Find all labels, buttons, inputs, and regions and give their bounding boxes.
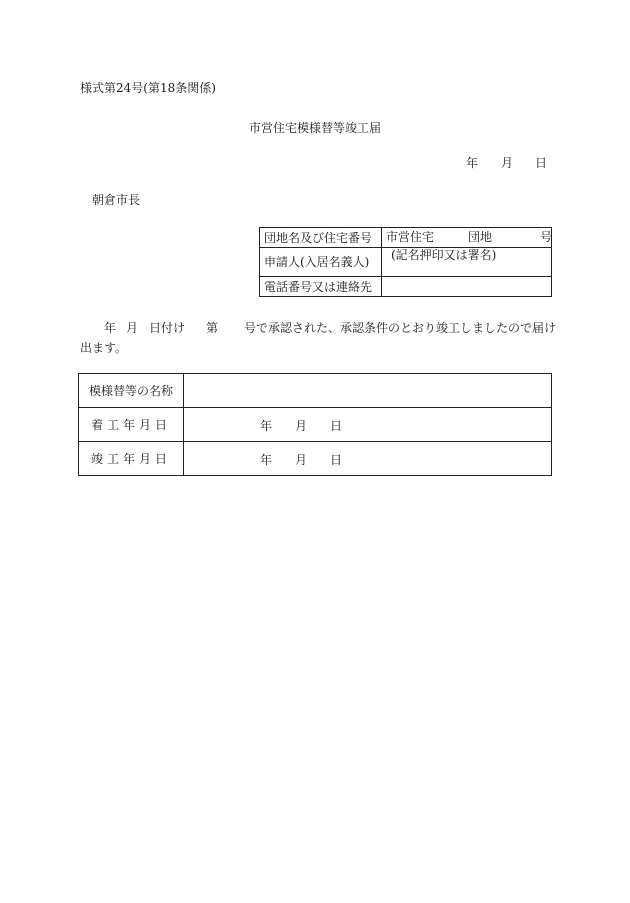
body-day-dated: 日付け <box>149 321 186 335</box>
body-dai: 第 <box>206 321 219 335</box>
start-year: 年 <box>260 419 273 433</box>
completion-table <box>78 373 552 476</box>
applicant-table <box>259 227 552 297</box>
date-day-label: 日 <box>535 156 548 170</box>
contact-label: 電話番号又は連絡先 <box>260 277 382 297</box>
start-month: 月 <box>295 419 308 433</box>
date-year-label: 年 <box>466 156 479 170</box>
body-month: 月 <box>126 321 139 335</box>
document-title: 市営住宅模様替等竣工届 <box>248 121 381 135</box>
body-text-line2: 出ます。 <box>80 341 128 355</box>
applicant-field[interactable] <box>382 248 552 277</box>
date-month-label: 月 <box>501 156 514 170</box>
seal-note: (記名押印又は署名) <box>391 248 497 262</box>
completion-date-label: 竣工年月日 <box>79 442 184 476</box>
housing-number-label: 団地名及び住宅番号 <box>260 228 382 248</box>
housing-prefix: 市営住宅 <box>386 230 435 244</box>
start-day: 日 <box>330 419 343 433</box>
start-date-label: 着工年月日 <box>79 408 184 442</box>
housing-danchi: 団地 <box>468 230 493 244</box>
body-remainder: 号で承認された、承認条件のとおり竣工しましたので届け <box>244 321 557 335</box>
completion-date-field[interactable] <box>184 442 552 476</box>
work-name-label: 模様替等の名称 <box>79 374 184 408</box>
form-number: 様式第24号(第18条関係) <box>80 81 216 95</box>
housing-number-suffix: 号 <box>540 230 553 244</box>
body-year: 年 <box>104 321 117 335</box>
completion-month: 月 <box>295 453 308 467</box>
addressee: 朝倉市長 <box>92 193 141 207</box>
completion-day: 日 <box>330 453 343 467</box>
contact-field[interactable] <box>382 277 552 297</box>
applicant-label: 申請人(入居名義人) <box>260 248 382 277</box>
start-date-field[interactable] <box>184 408 552 442</box>
completion-year: 年 <box>260 453 273 467</box>
housing-number-field[interactable] <box>382 228 552 248</box>
work-name-field[interactable] <box>184 374 552 408</box>
